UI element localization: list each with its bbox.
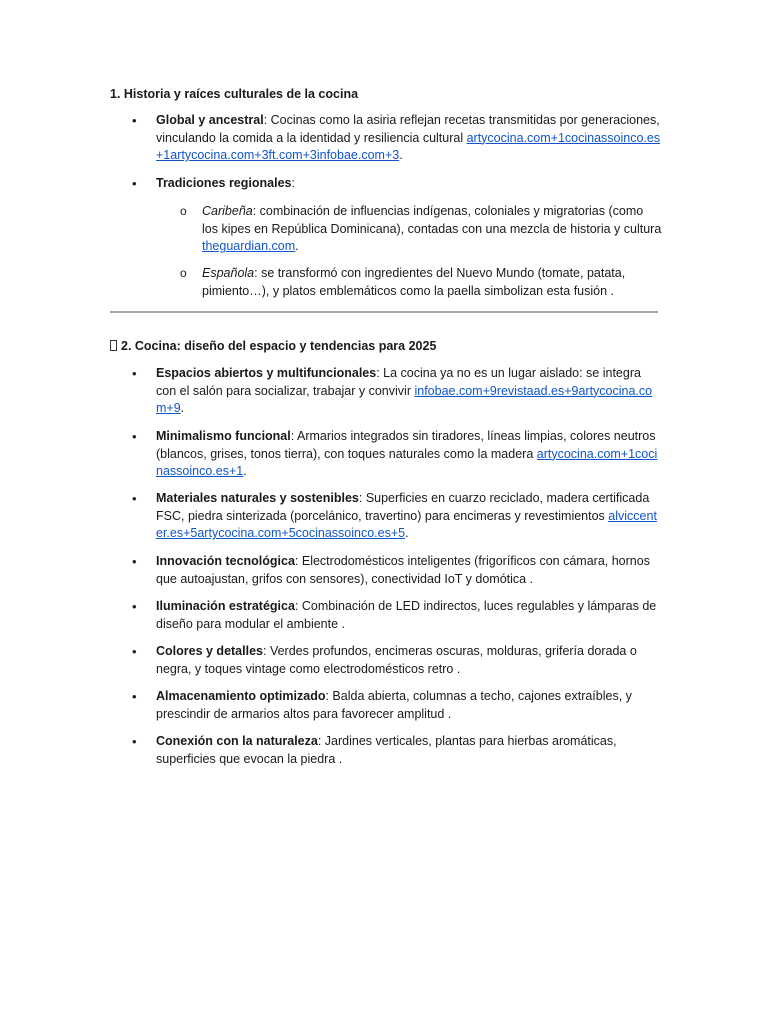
section-2-title-text: 2. Cocina: diseño del espacio y tendencias para 2025 (121, 339, 437, 353)
item-text: : Balda abierta, columnas a techo, cajones extraíbles, y prescindir de armarios altos para favorecer amplitud . (156, 689, 632, 721)
source-link[interactable]: artycocina.com+1cocinassoinco.es+1artycocina.com+3ft.com+3infobae.com+3 (156, 130, 661, 163)
item-end: . (243, 464, 247, 479)
item-text: : Cocinas como la asiria reflejan recetas transmitidas por generaciones, vinculando la comida a la identidad y resiliencia cultural (156, 113, 660, 145)
item-label: Conexión con la naturaleza (156, 734, 318, 748)
item-end: . (405, 526, 409, 541)
bullet-marker: • (132, 599, 137, 614)
source-link[interactable]: alviccenter.es+5artycocina.com+5cocinassoinco.es+5 (156, 508, 657, 541)
item-label: Tradiciones regionales (156, 176, 292, 190)
section-2-title (110, 338, 436, 356)
list-item-almacenamiento (132, 688, 662, 723)
bullet-marker: • (132, 491, 137, 506)
item-text: : Verdes profundos, encimeras oscuras, molduras, grifería dorada o negra, y toques vintage como electrodomésticos retro . (156, 644, 637, 676)
bullet-marker: • (132, 554, 137, 569)
list-item-global-ancestral (132, 112, 662, 165)
bullet-marker: • (132, 429, 137, 444)
bullet-marker: • (132, 689, 137, 704)
section-1-title: 1. Historia y raíces culturales de la cocina (110, 87, 359, 101)
list-item-minimalismo (132, 428, 662, 481)
item-end: . (399, 148, 403, 163)
item-label: Espacios abiertos y multifuncionales (156, 366, 377, 380)
sub-item-end: . (295, 239, 299, 254)
sub-item-caribena (180, 203, 662, 256)
horizontal-divider (110, 311, 658, 313)
item-label: Almacenamiento optimizado (156, 689, 326, 703)
source-link[interactable]: infobae.com+9revistaad.es+9artycocina.com+9 (156, 383, 653, 416)
item-text: : Armarios integrados sin tiradores, líneas limpias, colores neutros (blancos, grises, tonos tierra), con toques naturales como la madera (156, 429, 656, 461)
list-item-materiales (132, 490, 662, 543)
sub-item-label: Española (202, 266, 255, 280)
source-link[interactable]: artycocina.com+1cocinassoinco.es+1 (156, 446, 658, 479)
sub-bullet-marker: o (180, 266, 187, 280)
item-label: Iluminación estratégica (156, 599, 295, 613)
bullet-marker: • (132, 644, 137, 659)
item-label: Materiales naturales y sostenibles (156, 491, 359, 505)
list-item-espacios-abiertos (132, 365, 662, 418)
item-end: . (180, 401, 185, 416)
list-item-innovacion (132, 553, 662, 588)
sub-item-label: Caribeña (202, 204, 253, 218)
sub-item-text: : se transformó con ingredientes del Nuevo Mundo (tomate, patata, pimiento…), y platos emblemáticos como la paella simbolizan esta fusión . (202, 266, 626, 298)
item-text: : La cocina ya no es un lugar aislado: se integra con el salón para socializar, trabajar y convivir (156, 366, 641, 398)
item-label: Colores y detalles (156, 644, 263, 658)
bullet-marker: • (132, 366, 137, 381)
bullet-marker: • (132, 113, 137, 128)
item-text: : (291, 176, 295, 190)
item-text: : Jardines verticales, plantas para hierbas aromáticas, superficies que evocan la piedra . (156, 734, 617, 766)
sub-item-espanola (180, 265, 662, 300)
sub-bullet-marker: o (180, 204, 187, 218)
bullet-marker: • (132, 734, 137, 749)
list-item-iluminacion (132, 598, 662, 633)
item-text: : Superficies en cuarzo reciclado, madera certificada FSC, piedra sinterizada (porcelánico, travertino) para encimeras y revestimientos (156, 491, 650, 523)
list-item-naturaleza (132, 733, 662, 768)
item-label: Innovación tecnológica (156, 554, 295, 568)
list-item-tradiciones-regionales (132, 175, 662, 193)
missing-glyph-icon (110, 340, 117, 351)
source-link[interactable]: theguardian.com (202, 239, 296, 254)
item-text: : Electrodomésticos inteligentes (frigoríficos con cámara, hornos que autoajustan, grifos con sensores), conectividad IoT y domótica . (156, 554, 650, 586)
list-item-colores (132, 643, 662, 678)
bullet-marker: • (132, 176, 137, 191)
item-label: Global y ancestral (156, 113, 264, 127)
item-label: Minimalismo funcional (156, 429, 291, 443)
sub-item-text: : combinación de influencias indígenas, coloniales y migratorias (como los kipes en República Dominicana), contadas con una mezcla de historia y cultura (202, 204, 662, 236)
item-text: : Combinación de LED indirectos, luces regulables y lámparas de diseño para modular el ambiente . (156, 599, 657, 631)
